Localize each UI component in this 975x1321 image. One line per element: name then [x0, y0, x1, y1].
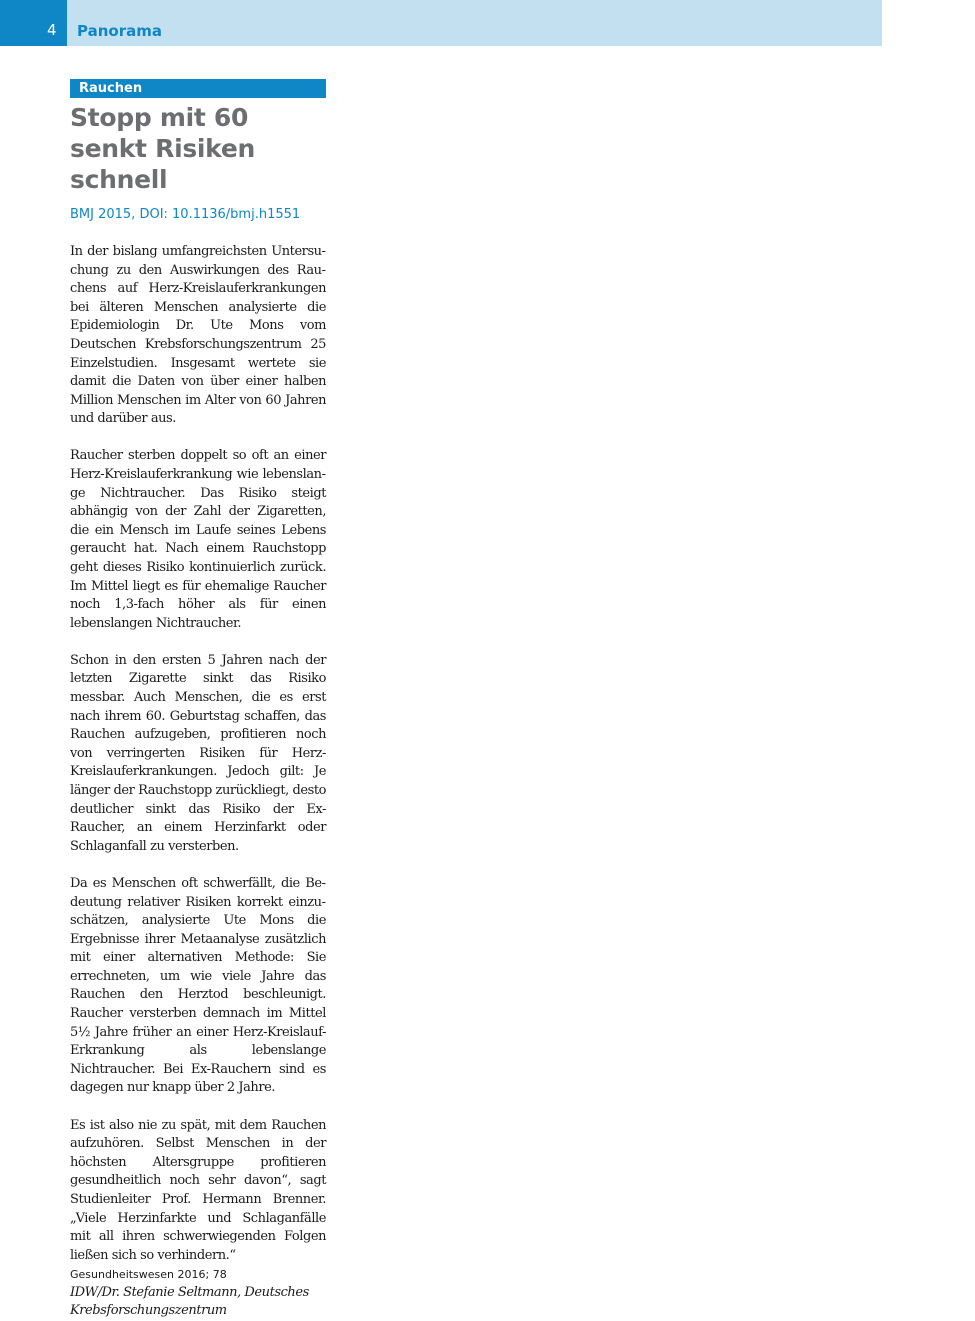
- article-body: [70, 243, 326, 1321]
- paragraph: In der bislang umfangreichsten Untersuchung zu den Auswirkungen des Rauchens auf Herz-Kreislauferkrankungen bei älteren Menschen analysierte die Epidemiologin Dr. Ute Mons vom Deutschen Krebsforschungszentrum 25 Einzelstudien. Insgesamt wertete sie damit die Daten von über einer halben Million Menschen im Alter von 60 Jahren und darüber aus.: [70, 244, 326, 427]
- source-reference: BMJ 2015, DOI: 10.1136/bmj.h1551: [70, 207, 301, 222]
- article-title: Stopp mit 60 senkt Risiken schnell: [70, 103, 255, 194]
- paragraph: Raucher sterben doppelt so oft an einer Herz-Kreislauferkrankung wie lebenslange Nichtraucher. Das Risiko steigt abhängig von der Zahl der Zigaretten, die ein Mensch im Laufe seines Lebens geraucht hat. Nach einem Rauchstopp geht dieses Risiko kontinuierlich zurück. Im Mittel liegt es für ehemalige Raucher noch 1,3-fach höher als für einen lebenslangen Nichtraucher.: [70, 448, 326, 631]
- page-number-box: [0, 0, 67, 46]
- category-label: Rauchen: [70, 79, 326, 98]
- paragraph: Schon in den ersten 5 Jahren nach der letzten Zigarette sinkt das Risiko messbar. Auch Menschen, die es erst nach ihrem 60. Geburtstag schaffen, das Rauchen aufzugeben, profitieren noch von verringerten Risiken für Herz-Kreislauferkrankungen. Jedoch gilt: Je länger der Rauchstopp zurückliegt, desto deutlicher sinkt das Risiko der Ex-Raucher, an einem Herzinfarkt oder Schlaganfall zu versterben.: [70, 652, 326, 854]
- page-number: 4: [47, 21, 57, 39]
- section-title: Panorama: [77, 22, 162, 40]
- article-column: [70, 79, 326, 1321]
- paragraph: Da es Menschen oft schwerfällt, die Bedeutung relativer Risiken korrekt einzuschätzen, analysierte Ute Mons die Ergebnisse ihrer Metaanalyse zusätzlich mit einer alternativen Methode: Sie errechneten, um wie viele Jahre das Rauchen den Herztod beschleunigt. Raucher versterben demnach im Mittel 5½ Jahre früher an einer Herz-Kreislauf-Erkrankung als lebenslange Nichtraucher. Bei Ex-Rauchern sind es dagegen nur knapp über 2 Jahre.: [70, 875, 326, 1096]
- author-credit: IDW/Dr. Stefanie Seltmann, Deutsches Krebsforschungszentrum: [70, 1284, 309, 1319]
- paragraph: Es ist also nie zu spät, mit dem Rauchen aufzuhören. Selbst Menschen in der höchsten Altersgruppe profitieren gesundheitlich noch sehr davon“, sagt Studienleiter Prof. Hermann Brenner. „Viele Herzinfarkte und Schlaganfälle mit all ihren schwerwiegenden Folgen ließen sich so verhindern.“: [70, 1117, 326, 1263]
- journal-citation: Gesundheitswesen 2016; 78: [70, 1268, 227, 1281]
